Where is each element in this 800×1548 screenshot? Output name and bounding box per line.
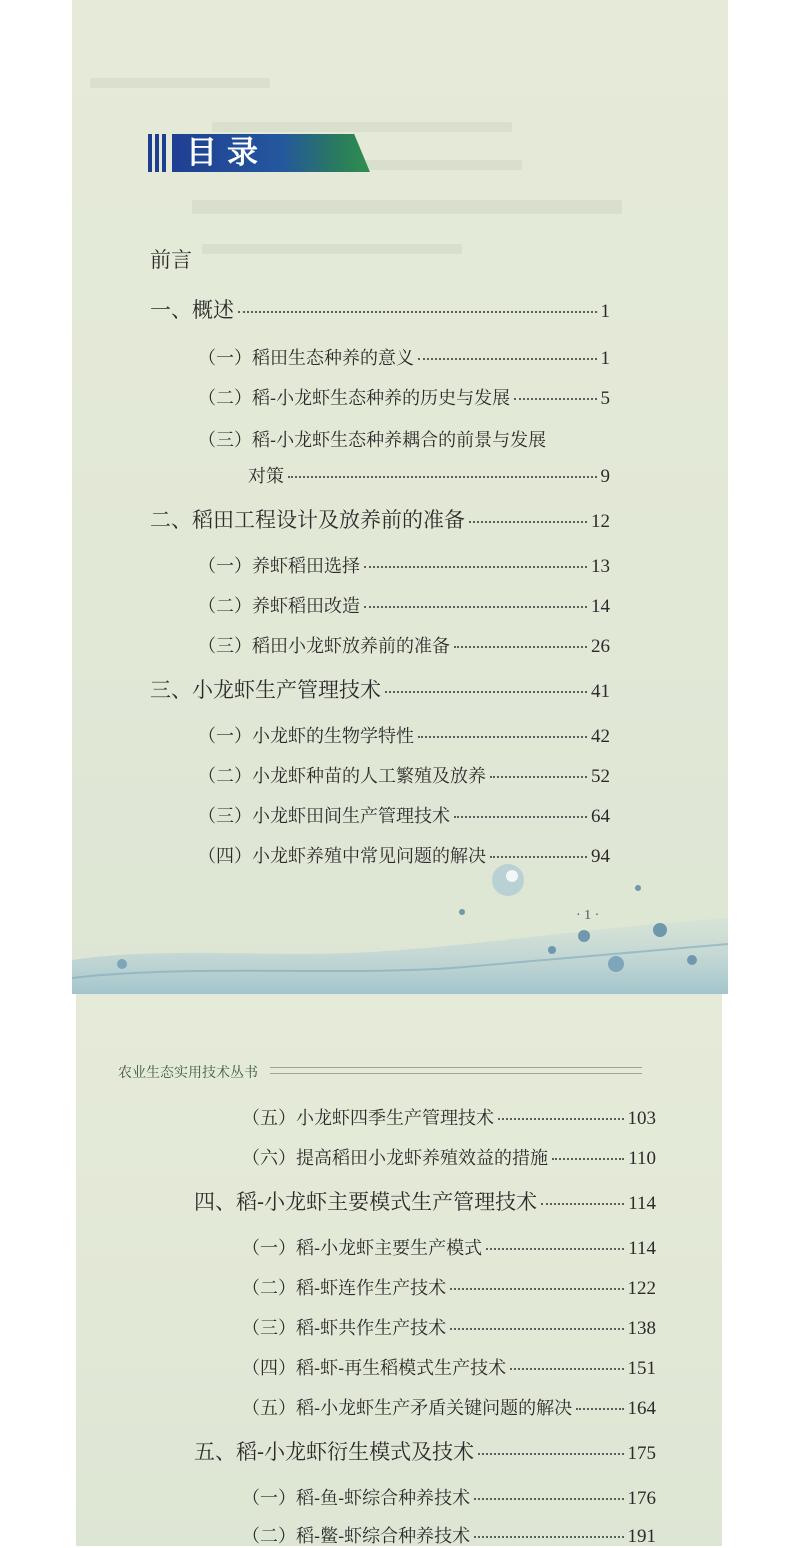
toc-entry-label: （二）稻-小龙虾生态种养的历史与发展 [198, 388, 511, 409]
preface-entry: 前言 [150, 248, 192, 272]
toc-entry-page: 5 [600, 388, 610, 409]
toc-entry-page: 122 [627, 1278, 656, 1299]
toc-entry-page: 26 [591, 636, 610, 657]
dot-leader [385, 691, 587, 693]
toc-entry [198, 632, 610, 658]
dot-leader [490, 776, 587, 778]
toc-entry-page: 42 [591, 726, 610, 747]
toc-entry-label: （三）稻-小龙虾生态种养耦合的前景与发展 [198, 430, 547, 451]
toc-entry-label: （一）稻田生态种养的意义 [198, 348, 414, 369]
dot-leader [238, 311, 597, 313]
toc-entry-label: （四）小龙虾养殖中常见问题的解决 [198, 846, 486, 867]
toc-entry-page: 114 [628, 1193, 656, 1214]
toc-entry [150, 674, 610, 704]
dot-leader [450, 1288, 623, 1290]
toc-entry-label: （三）稻-虾共作生产技术 [242, 1318, 447, 1339]
toc-entry-page: 110 [628, 1148, 656, 1169]
toc-entry-page: 114 [628, 1238, 656, 1259]
dot-leader [498, 1118, 624, 1120]
dot-leader [364, 566, 587, 568]
toc-entry [150, 294, 610, 324]
toc-entry-label: （一）稻-小龙虾主要生产模式 [242, 1238, 483, 1259]
toc-entry-page: 103 [627, 1108, 656, 1129]
toc-heading-badge [148, 134, 370, 172]
water-splash-decoration [72, 860, 728, 994]
dot-leader [576, 1408, 623, 1410]
toc-entry-page: 138 [627, 1318, 656, 1339]
toc-entry [242, 1522, 656, 1548]
toc-entry-label: 三、小龙虾生产管理技术 [150, 678, 381, 702]
toc-entry [242, 1144, 656, 1170]
toc-entry [242, 1394, 656, 1420]
toc-entry-page: 1 [600, 348, 610, 369]
toc-entry [194, 1436, 656, 1466]
toc-entry-label: （六）提高稻田小龙虾养殖效益的措施 [242, 1148, 548, 1169]
toc-entry [242, 1314, 656, 1340]
dot-leader [490, 856, 587, 858]
dot-leader [474, 1536, 623, 1538]
dot-leader [510, 1368, 623, 1370]
badge-stripes [148, 134, 172, 172]
toc-entry [242, 1234, 656, 1260]
toc-entry-page: 94 [591, 846, 610, 867]
toc-entry-label: （二）稻-虾连作生产技术 [242, 1278, 447, 1299]
toc-entry [242, 1354, 656, 1380]
toc-entry-label: （三）稻田小龙虾放养前的准备 [198, 636, 450, 657]
toc-entry-label: （一）稻-鱼-虾综合种养技术 [242, 1488, 471, 1509]
dot-leader [288, 476, 597, 478]
toc-entry [248, 462, 610, 488]
toc-entry [242, 1484, 656, 1510]
dot-leader [364, 606, 587, 608]
toc-entry [150, 504, 610, 534]
toc-entry [242, 1104, 656, 1130]
dot-leader [552, 1158, 624, 1160]
toc-entry-page: 14 [591, 596, 610, 617]
toc-entry-label: （三）小龙虾田间生产管理技术 [198, 806, 450, 827]
dot-leader [486, 1248, 624, 1250]
toc-entry-page: 191 [627, 1526, 656, 1547]
dot-leader [541, 1203, 624, 1205]
dot-leader [478, 1453, 623, 1455]
toc-entry-page: 41 [591, 681, 610, 702]
toc-entry [198, 842, 610, 868]
toc-entry-page: 175 [627, 1443, 656, 1464]
toc-entry-page: 164 [627, 1398, 656, 1419]
toc-entry-label: （一）小龙虾的生物学特性 [198, 726, 414, 747]
series-title: 农业生态实用技术丛书 [118, 1065, 258, 1081]
dot-leader [474, 1498, 623, 1500]
toc-entry [198, 552, 610, 578]
toc-entry-page: 12 [591, 511, 610, 532]
dot-leader [418, 736, 587, 738]
toc-entry-continuation: 对策 [248, 466, 284, 487]
toc-entry-label: （二）养虾稻田改造 [198, 596, 360, 617]
page-folio: · 1 · [576, 908, 600, 923]
toc-entry-label: （一）养虾稻田选择 [198, 556, 360, 577]
toc-entry-label: （二）稻-鳖-虾综合种养技术 [242, 1526, 471, 1547]
toc-entry [198, 762, 610, 788]
toc-entry-page: 9 [600, 466, 610, 487]
toc-entry [198, 384, 610, 410]
toc-entry-label: 二、稻田工程设计及放养前的准备 [150, 508, 465, 532]
toc-entry-label: （五）稻-小龙虾生产矛盾关键问题的解决 [242, 1398, 573, 1419]
dot-leader [514, 398, 596, 400]
toc-entry-page: 151 [627, 1358, 656, 1379]
toc-entry-label: （四）稻-虾-再生稻模式生产技术 [242, 1358, 507, 1379]
dot-leader [454, 646, 587, 648]
toc-entry [198, 722, 610, 748]
toc-title: 目录 [186, 135, 268, 171]
toc-entry-label: 五、稻-小龙虾衍生模式及技术 [194, 1440, 475, 1464]
toc-entry [198, 592, 610, 618]
toc-entry [194, 1186, 656, 1216]
toc-entry [198, 802, 610, 828]
toc-entry-page: 52 [591, 766, 610, 787]
toc-entry-label: 一、概述 [150, 298, 234, 322]
dot-leader [454, 816, 587, 818]
toc-entry [242, 1274, 656, 1300]
toc-entry-label: 四、稻-小龙虾主要模式生产管理技术 [194, 1190, 538, 1214]
toc-entry-page: 64 [591, 806, 610, 827]
toc-entry [198, 344, 610, 370]
toc-entry-label: （五）小龙虾四季生产管理技术 [242, 1108, 494, 1129]
dot-leader [469, 521, 587, 523]
dot-leader [418, 358, 597, 360]
toc-entry-page: 1 [600, 301, 610, 322]
toc-entry-page: 13 [591, 556, 610, 577]
toc-entry-label: （二）小龙虾种苗的人工繁殖及放养 [198, 766, 486, 787]
toc-entry-page: 176 [627, 1488, 656, 1509]
header-rule [270, 1067, 642, 1074]
dot-leader [450, 1328, 623, 1330]
